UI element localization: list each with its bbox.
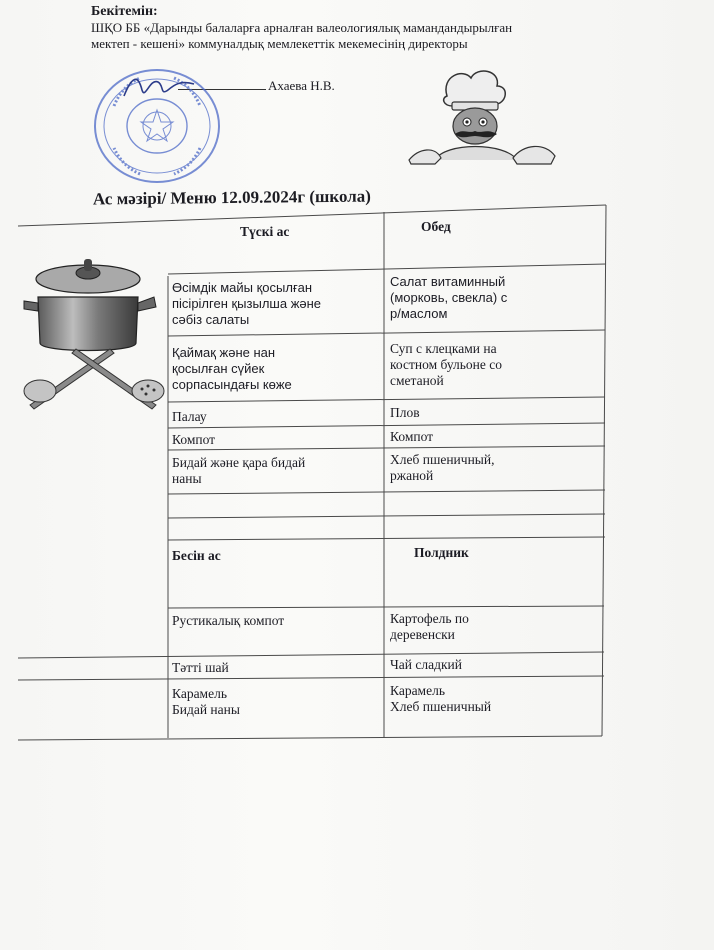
snack-item-3-kz: Карамель Бидай наны xyxy=(172,686,240,717)
lunch-item-1-kz: Өсімдік майы қосылған пісірілген қызылша және сәбіз салаты xyxy=(172,280,322,327)
lunch-item-2-ru: Суп с клецками на костном бульоне со сметаной xyxy=(390,341,502,388)
snack-item-1-ru: Картофель по деревенски xyxy=(390,611,469,642)
snack-item-2-ru: Чай сладкий xyxy=(390,657,462,672)
lunch-heading-kz: Түскі ас xyxy=(240,224,290,239)
snack-heading-kz: Бесін ас xyxy=(172,548,221,563)
snack-item-2-kz: Тәтті шай xyxy=(172,660,229,675)
lunch-item-5-ru: Хлеб пшеничный, ржаной xyxy=(390,452,495,483)
approval-school-line: ШҚО ББ «Дарынды балаларға арналған валеологиялық мамандандырылған xyxy=(91,20,513,35)
snack-item-3-ru: Карамель Хлеб пшеничный xyxy=(390,683,492,714)
lunch-item-3-kz: Палау xyxy=(172,409,207,424)
lunch-item-4-kz: Компот xyxy=(172,432,216,447)
approval-director-line: мектеп - кешені» коммуналдық мемлекеттік мекемесінің директоры xyxy=(91,36,468,51)
snack-item-1-kz: Рустикалық компот xyxy=(172,613,285,628)
director-name: Ахаева Н.В. xyxy=(268,78,335,93)
lunch-item-5-kz: Бидай және қара бидай наны xyxy=(172,455,306,486)
lunch-heading-ru: Обед xyxy=(421,219,451,234)
pot-and-ladles-icon xyxy=(20,245,168,410)
snack-heading-ru: Полдник xyxy=(414,545,469,560)
page-title: Ас мәзірі/ Меню 12.09.2024г (школа) xyxy=(92,186,372,209)
lunch-item-1-ru: Салат витаминный (морковь, свекла) с р/маслом xyxy=(390,274,508,321)
lunch-item-4-ru: Компот xyxy=(390,429,434,444)
lunch-item-3-ru: Плов xyxy=(390,405,420,420)
signature-icon xyxy=(120,70,200,104)
approval-header: Бекітемін: xyxy=(91,4,158,19)
chef-illustration-icon xyxy=(405,68,560,168)
approval-block xyxy=(91,4,651,52)
lunch-item-2-kz: Қаймақ және нан қосылған сүйек сорпасындағы көже xyxy=(172,345,292,392)
